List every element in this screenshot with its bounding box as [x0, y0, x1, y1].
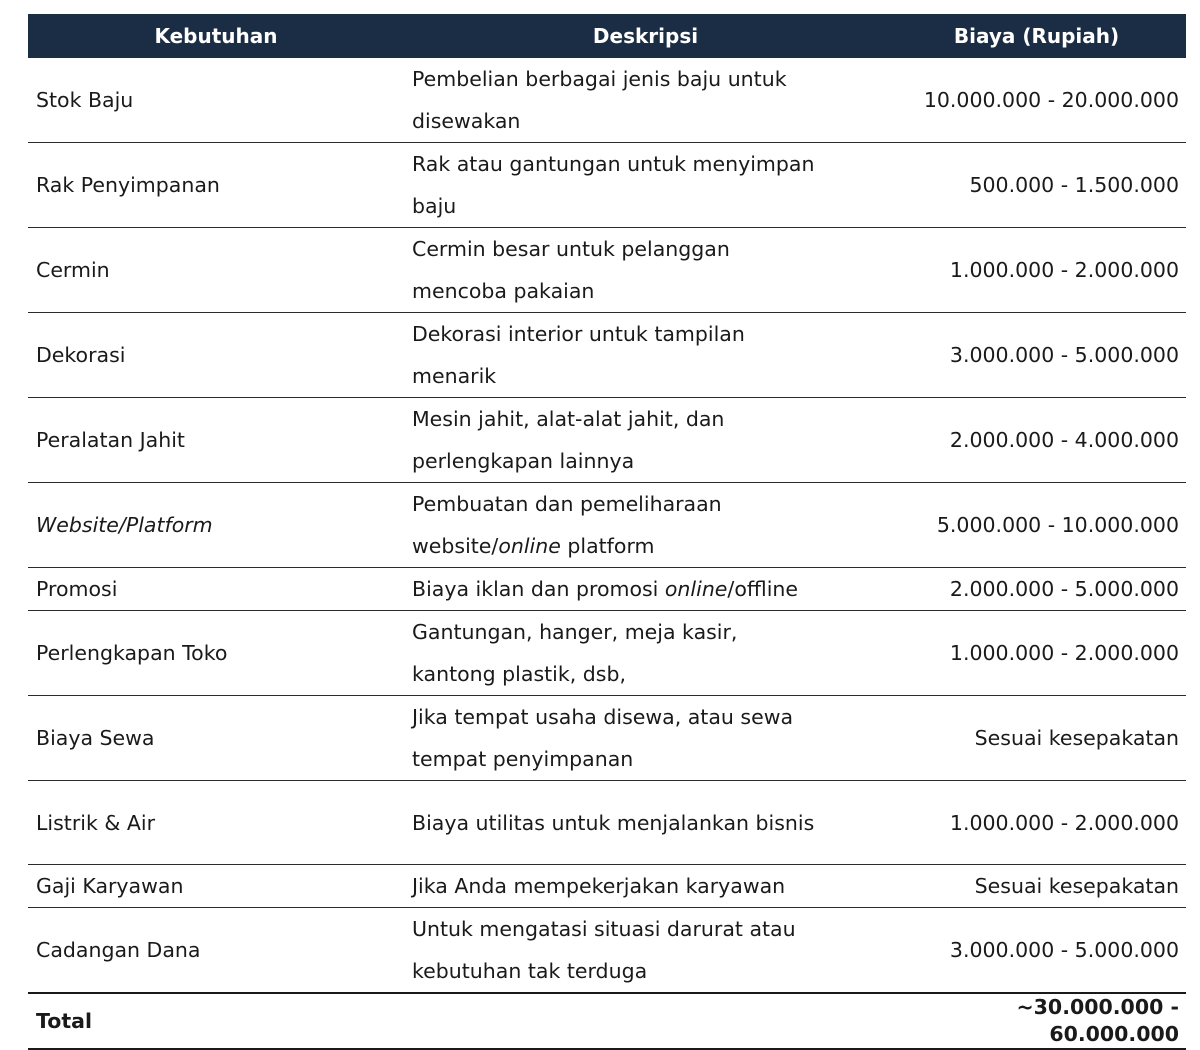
row-need: Perlengkapan Toko: [28, 611, 404, 696]
row-description: [404, 483, 887, 568]
desc-line-suffix: platform: [560, 534, 655, 558]
row-need: Peralatan Jahit: [28, 398, 404, 483]
table-row: [28, 908, 1186, 994]
desc-line: Rak atau gantungan untuk menyimpan: [412, 152, 815, 176]
table-row: [28, 696, 1186, 781]
row-need: Cadangan Dana: [28, 908, 404, 994]
desc-line: Untuk mengatasi situasi darurat atau: [412, 917, 796, 941]
row-need: Rak Penyimpanan: [28, 143, 404, 228]
row-description: [404, 313, 887, 398]
row-description: [404, 696, 887, 781]
desc-line: Mesin jahit, alat-alat jahit, dan: [412, 407, 725, 431]
row-cost: 2.000.000 - 5.000.000: [887, 568, 1186, 611]
row-description: [404, 568, 887, 611]
desc-line: disewakan: [412, 109, 521, 133]
table-body: [28, 58, 1186, 1049]
desc-suffix: /offline: [727, 577, 798, 601]
row-description: [404, 908, 887, 994]
desc-line: kebutuhan tak terduga: [412, 959, 648, 983]
desc-line: Gantungan, hanger, meja kasir,: [412, 620, 738, 644]
desc-line: Cermin besar untuk pelanggan: [412, 237, 730, 261]
budget-table-container: [28, 14, 1186, 1050]
row-description: [404, 58, 887, 143]
row-description: [404, 611, 887, 696]
row-cost: 1.000.000 - 2.000.000: [887, 781, 1186, 865]
table-row: [28, 228, 1186, 313]
row-cost: 2.000.000 - 4.000.000: [887, 398, 1186, 483]
desc-italic: online: [664, 577, 728, 601]
table-row: [28, 483, 1186, 568]
row-need: Listrik & Air: [28, 781, 404, 865]
total-label: Total: [28, 993, 404, 1049]
row-cost: 5.000.000 - 10.000.000: [887, 483, 1186, 568]
row-need: Dekorasi: [28, 313, 404, 398]
desc-line: Pembelian berbagai jenis baju untuk: [412, 67, 787, 91]
table-row: [28, 313, 1186, 398]
row-cost: 10.000.000 - 20.000.000: [887, 58, 1186, 143]
row-need: Cermin: [28, 228, 404, 313]
row-cost: 1.000.000 - 2.000.000: [887, 228, 1186, 313]
desc-line: Pembuatan dan pemeliharaan: [412, 492, 722, 516]
row-cost: Sesuai kesepakatan: [887, 865, 1186, 908]
row-cost: Sesuai kesepakatan: [887, 696, 1186, 781]
desc-line: kantong plastik, dsb,: [412, 662, 626, 686]
desc-line: baju: [412, 194, 457, 218]
table-row: [28, 58, 1186, 143]
row-description: [404, 398, 887, 483]
table-row: [28, 568, 1186, 611]
row-need: Promosi: [28, 568, 404, 611]
header-cost: Biaya (Rupiah): [953, 24, 1120, 48]
row-cost: 1.000.000 - 2.000.000: [887, 611, 1186, 696]
table-row: [28, 611, 1186, 696]
desc-line: perlengkapan lainnya: [412, 449, 635, 473]
desc-line: mencoba pakaian: [412, 279, 595, 303]
header-description: Deskripsi: [592, 24, 699, 48]
table-row: [28, 143, 1186, 228]
total-spacer: [404, 993, 887, 1049]
row-description: Biaya utilitas untuk menjalankan bisnis: [404, 781, 887, 865]
total-cost: ~30.000.000 - 60.000.000: [887, 993, 1186, 1049]
table-row: [28, 781, 1186, 865]
desc-line-prefix: website/: [412, 534, 499, 558]
row-cost: 3.000.000 - 5.000.000: [887, 908, 1186, 994]
desc-line: menarik: [412, 364, 497, 388]
desc-line-italic: online: [498, 534, 561, 558]
row-need: Gaji Karyawan: [28, 865, 404, 908]
row-description: Jika Anda mempekerjakan karyawan: [404, 865, 887, 908]
total-row: [28, 993, 1186, 1049]
desc-line: Jika tempat usaha disewa, atau sewa: [412, 705, 794, 729]
header-need: Kebutuhan: [154, 24, 278, 48]
table-header: [28, 14, 1186, 58]
budget-table: [28, 14, 1186, 1050]
header-row: [28, 14, 1186, 58]
row-need: Stok Baju: [28, 58, 404, 143]
row-description: [404, 228, 887, 313]
row-cost: 500.000 - 1.500.000: [887, 143, 1186, 228]
desc-line: tempat penyimpanan: [412, 747, 634, 771]
row-cost: 3.000.000 - 5.000.000: [887, 313, 1186, 398]
row-need: Biaya Sewa: [28, 696, 404, 781]
desc-prefix: Biaya iklan dan promosi: [412, 577, 665, 601]
table-row: [28, 865, 1186, 908]
table-row: [28, 398, 1186, 483]
row-need: Website/Platform: [28, 483, 404, 568]
desc-line: Dekorasi interior untuk tampilan: [412, 322, 745, 346]
row-description: [404, 143, 887, 228]
